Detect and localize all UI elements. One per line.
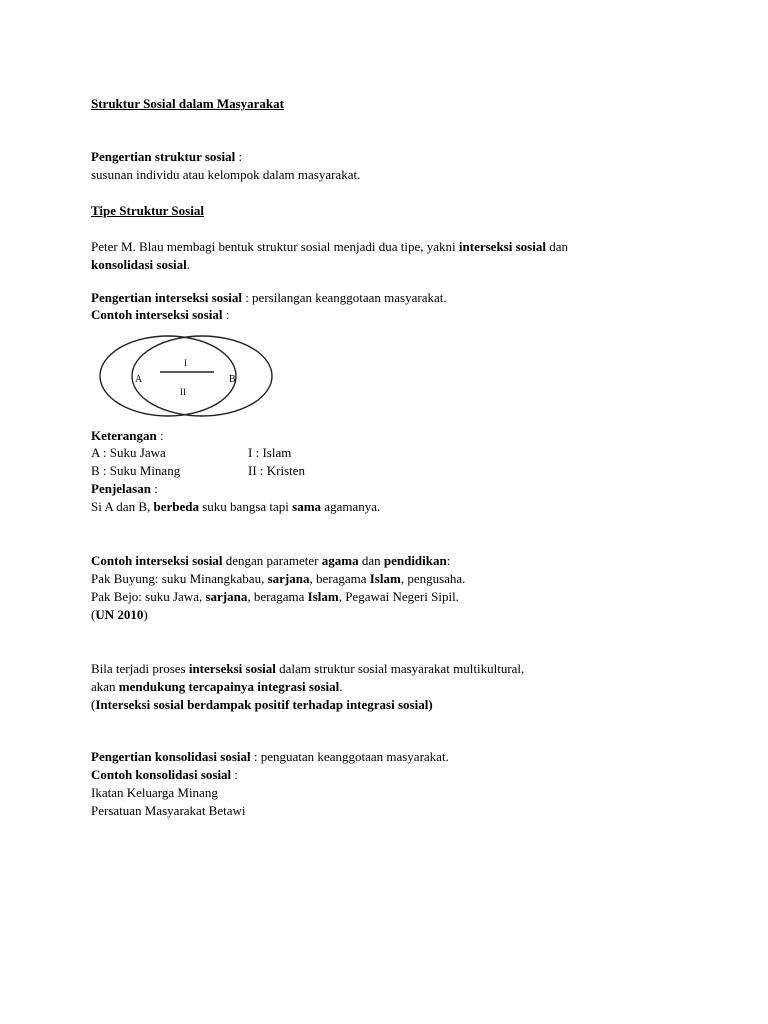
venn-circle-a (100, 336, 236, 416)
example2-person-1: Pak Buyung: suku Minangkabau, sarjana, beragama Islam, pengusaha. (91, 571, 466, 586)
venn-label-b: B (229, 374, 236, 385)
keterangan-ii: II : Kristen (248, 463, 306, 478)
process-conclusion: (Interseksi sosial berdampak positif terhadap integrasi sosial) (91, 697, 433, 712)
consolidation-example-label: Contoh konsolidasi sosial : (91, 767, 239, 782)
example2-person-2: Pak Bejo: suku Jawa, sarjana, beragama Islam, Pegawai Negeri Sipil. (91, 589, 459, 604)
intersection-definition: Pengertian interseksi sosial : persilangan keanggotaan masyarakat. (91, 290, 447, 305)
definition-line: Pengertian struktur sosial : (91, 149, 243, 164)
venn-diagram (96, 332, 276, 420)
process-line-1: Bila terjadi proses interseksi sosial dalam struktur sosial masyarakat multikultural, (91, 661, 525, 676)
definition-term: Pengertian struktur sosial (91, 149, 236, 164)
venn-label-ii: II (180, 387, 186, 397)
keterangan-label: Keterangan : (91, 428, 164, 443)
example2-heading: Contoh interseksi sosial dengan parameter agama dan pendidikan: (91, 553, 451, 568)
consolidation-definition: Pengertian konsolidasi sosial : penguatan keanggotaan masyarakat. (91, 749, 449, 764)
blau-line-2: konsolidasi sosial. (91, 257, 190, 272)
venn-label-a: A (135, 374, 143, 385)
types-heading: Tipe Struktur Sosial (91, 203, 204, 218)
venn-circle-b (132, 336, 272, 416)
consolidation-item-1: Ikatan Keluarga Minang (91, 785, 218, 800)
blau-line-1: Peter M. Blau membagi bentuk struktur sosial menjadi dua tipe, yakni interseksi sosial dan (91, 239, 568, 254)
consolidation-item-2: Persatuan Masyarakat Betawi (91, 803, 246, 818)
keterangan-b: B : Suku Minang (91, 463, 181, 478)
venn-label-i: I (184, 358, 187, 368)
process-line-2: akan mendukung tercapainya integrasi sosial. (91, 679, 343, 694)
intersection-example-label: Contoh interseksi sosial : (91, 307, 230, 322)
document-title: Struktur Sosial dalam Masyarakat (91, 96, 284, 111)
keterangan-a: A : Suku Jawa (91, 445, 166, 460)
exam-reference: (UN 2010) (91, 607, 148, 622)
keterangan-i: I : Islam (248, 445, 292, 460)
penjelasan-label: Penjelasan : (91, 481, 158, 496)
definition-text: susunan individu atau kelompok dalam masyarakat. (91, 167, 361, 182)
penjelasan-text: Si A dan B, berbeda suku bangsa tapi sama agamanya. (91, 499, 381, 514)
